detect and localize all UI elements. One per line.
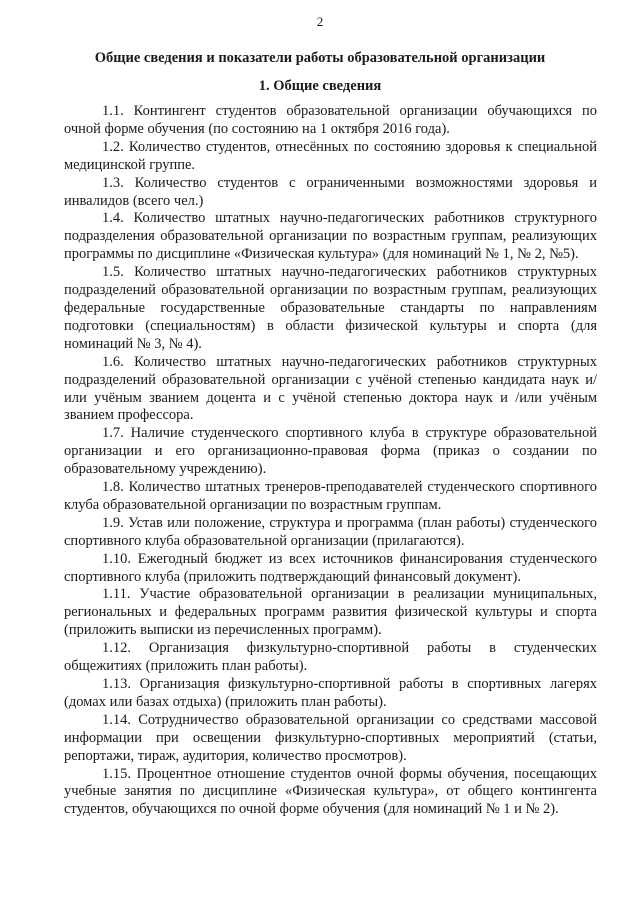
list-item: 1.12. Организация физкультурно-спортивной работы в студенческих общежитиях (приложить план работы). <box>64 640 597 675</box>
list-item: 1.10. Ежегодный бюджет из всех источников финансирования студенческого спортивного клуба (приложить подтверждающий финансовый документ). <box>64 550 597 585</box>
section-heading: 1. Общие сведения <box>258 78 382 94</box>
list-item: 1.15. Процентное отношение студентов очной формы обучения, посещающих учебные занятия по дисциплине «Физическая культура», от общего контингента студентов, обучающихся по очной форме обучения (для номинаций № 1 и № 2). <box>64 765 597 818</box>
list-item: 1.13. Организация физкультурно-спортивной работы в спортивных лагерях (домах или базах отдыха) (приложить план работы). <box>64 676 597 710</box>
list-item: 1.6. Количество штатных научно-педагогических работников структурных подразделений образовательной организации с учёной степенью кандидата наук и/или учёным званием доцента и с учёной степенью доктора наук и /или учёным званием профессора. <box>64 353 597 424</box>
list-item: 1.2. Количество студентов, отнесённых по состоянию здоровья к специальной медицинской группе. <box>64 138 597 173</box>
list-item: 1.11. Участие образовательной организации в реализации муниципальных, региональных и федеральных программ развития физической культуры и спорта (приложить выписки из перечисленных программ). <box>64 586 597 639</box>
items-list <box>64 103 597 819</box>
list-item: 1.3. Количество студентов с ограниченными возможностями здоровья и инвалидов (всего чел.) <box>64 174 597 209</box>
list-item: 1.8. Количество штатных тренеров-преподавателей студенческого спортивного клуба образовательной организации по возрастным группам. <box>64 479 597 513</box>
page-number: 2 <box>316 14 324 29</box>
list-item: 1.4. Количество штатных научно-педагогических работников структурного подразделения образовательной организации по возрастным группам, реализующих программы по дисциплине «Физическая культура» (для номинаций № 1, № 2, №5). <box>64 210 597 263</box>
list-item: 1.9. Устав или положение, структура и программа (план работы) студенческого спортивного клуба образовательной организации (прилагаются). <box>64 514 597 549</box>
document-title: Общие сведения и показатели работы образовательной организации <box>94 50 546 66</box>
list-item: 1.1. Контингент студентов образовательной организации обучающихся по очной форме обучения (по состоянию на 1 октября 2016 года). <box>64 103 597 137</box>
list-item: 1.14. Сотрудничество образовательной организации со средствами массовой информации при освещении физкультурно-спортивных мероприятий (статьи, репортажи, тираж, аудитория, количество просмотров). <box>64 711 597 764</box>
list-item: 1.5. Количество штатных научно-педагогических работников структурных подразделений образовательной организации по возрастным группам, реализующих федеральные государственные образовательные стандарты по направлениям подготовки (специальностям) в области физической культуры и спорта (для номинаций № 3, № 4). <box>64 264 597 352</box>
list-item: 1.7. Наличие студенческого спортивного клуба в структуре образовательной организации и его организационно-правовая форма (приказ о создании по образовательному учреждению). <box>64 425 597 478</box>
